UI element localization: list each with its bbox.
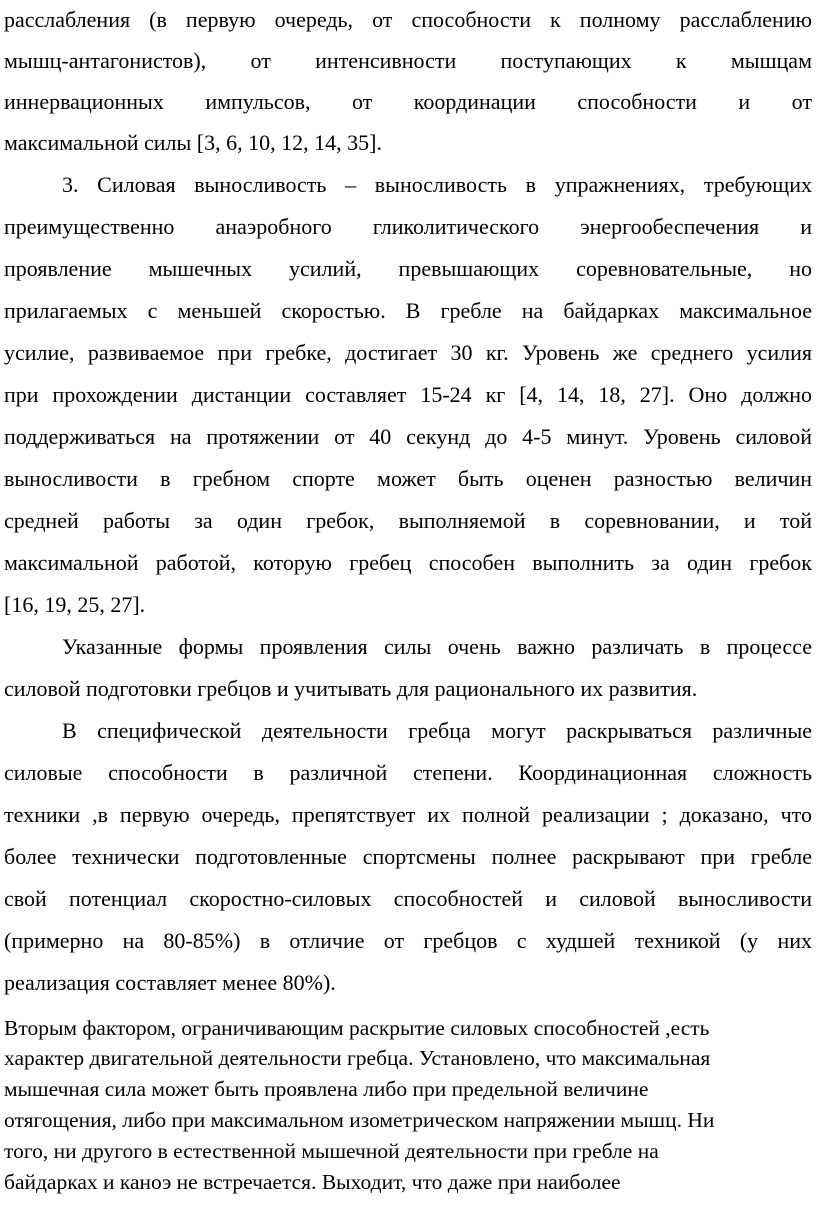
text-line: средней работы за один гребок, выполняемой в соревновании, и той bbox=[4, 508, 812, 533]
text-line: мышечная сила может быть проявлена либо при предельной величине bbox=[4, 1077, 649, 1101]
text-line: проявление мышечных усилий, превышающих соревновательные, но bbox=[4, 256, 812, 281]
text-line: силовые способности в различной степени. Координационная сложность bbox=[4, 760, 812, 785]
text-line: отягощения, либо при максимальном изометрическом напряжении мышц. Ни bbox=[4, 1108, 715, 1132]
text-line: преимущественно анаэробного гликолитического энергообеспечения и bbox=[4, 214, 812, 239]
text-line: В специфической деятельности гребца могут раскрываться различные bbox=[62, 718, 812, 743]
text-line: при прохождении дистанции составляет 15-24 кг [4, 14, 18, 27]. Оно должно bbox=[4, 382, 812, 407]
text-line: поддерживаться на протяжении от 40 секунд до 4-5 минут. Уровень силовой bbox=[4, 424, 812, 449]
text-line: свой потенциал скоростно-силовых способностей и силовой выносливости bbox=[4, 886, 812, 911]
text-line: Вторым фактором, ограничивающим раскрытие силовых способностей ,есть bbox=[4, 1016, 710, 1040]
text-line: выносливости в гребном спорте может быть оценен разностью величин bbox=[4, 466, 812, 491]
text-line: максимальной силы [3, 6, 10, 12, 14, 35]. bbox=[4, 130, 382, 155]
text-line: (примерно на 80-85%) в отличие от гребцов с худшей техникой (у них bbox=[4, 928, 812, 953]
text-line: того, ни другого в естественной мышечной деятельности при гребле на bbox=[4, 1139, 659, 1163]
text-line: характер двигательной деятельности гребца. Установлено, что максимальная bbox=[4, 1046, 711, 1070]
text-line: мышц-антагонистов), от интенсивности поступающих к мышцам bbox=[4, 48, 812, 73]
text-line: байдарках и каноэ не встречается. Выходит, что даже при наиболее bbox=[4, 1170, 621, 1194]
text-line: [16, 19, 25, 27]. bbox=[4, 592, 146, 617]
text-line: Указанные формы проявления силы очень важно различать в процессе bbox=[62, 634, 812, 659]
text-line: максимальной работой, которую гребец способен выполнить за один гребок bbox=[4, 550, 812, 575]
text-line: силовой подготовки гребцов и учитывать для рационального их развития. bbox=[4, 676, 698, 701]
text-line: более технически подготовленные спортсмены полнее раскрывают при гребле bbox=[4, 844, 812, 869]
text-line: расслабления (в первую очередь, от способности к полному расслаблению bbox=[4, 7, 812, 32]
text-line: 3. Силовая выносливость – выносливость в упражнениях, требующих bbox=[62, 172, 812, 197]
text-line: иннервационных импульсов, от координации способности и от bbox=[4, 89, 812, 114]
text-line: реализация составляет менее 80%). bbox=[4, 970, 336, 995]
text-line: прилагаемых с меньшей скоростью. В гребле на байдарках максимальное bbox=[4, 298, 812, 323]
text-line: усилие, развиваемое при гребке, достигает 30 кг. Уровень же среднего усилия bbox=[4, 340, 812, 365]
text-line: техники ,в первую очередь, препятствует их полной реализации ; доказано, что bbox=[4, 802, 812, 827]
